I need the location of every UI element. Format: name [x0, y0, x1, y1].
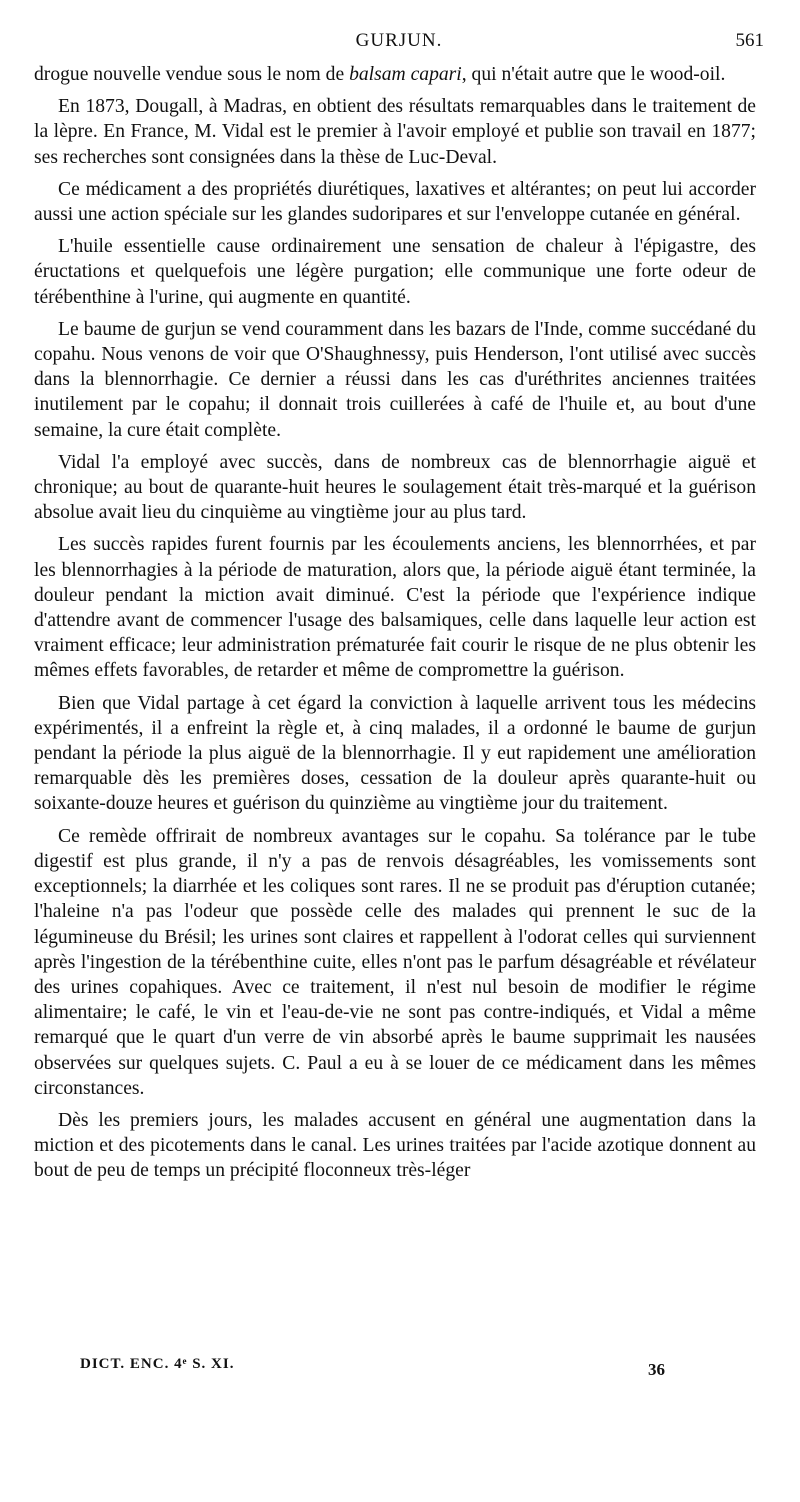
page-number: 561 [735, 30, 764, 51]
paragraph-5: Le baume de gurjun se vend couramment dans les bazars de l'Inde, comme succédané du copahu. Nous venons de voir que O'Shaughnessy, puis Henderson, l'ont utilisé avec succès dans la blennorrhagie. Ce dernier a réussi dans les cas d'uréthrites anciennes traitées inutilement par le copahu; il donnait trois cuillerées à café de l'huile et, au bout d'une semaine, la cure était complète. [34, 318, 756, 441]
paragraph-1 [34, 62, 756, 87]
paragraph-1-end: , qui n'était autre que le wood-oil. [461, 64, 726, 85]
signature-mark: DICT. ENC. 4ᵉ S. XI. [80, 1356, 235, 1372]
page-title: GURJUN. [355, 30, 443, 51]
body-text [34, 62, 756, 1191]
running-head [34, 30, 764, 60]
paragraph-10: Dès les premiers jours, les malades accusent en général une augmentation dans la miction et des picotements dans le canal. Les urines traitées par l'acide azotique donnent au bout de peu de temps un précipité floconneux très-léger [34, 1109, 756, 1182]
paragraph-4: L'huile essentielle cause ordinairement une sensation de chaleur à l'épigastre, des éructations et quelquefois une légère purgation; elle communique une forte odeur de térébenthine à l'urine, qui augmente en quantité. [34, 236, 756, 308]
paragraph-7: Les succès rapides furent fournis par les écoulements anciens, les blennorrhées, et par les blennorrhagies à la période de maturation, alors que, la période aiguë étant terminée, la douleur pendant la miction avait diminué. C'est la période que l'expérience indique d'attendre avant de commencer l'usage des balsamiques, celle dans laquelle leur action est vraiment efficace; leur administration prématurée fait courir le risque de ne plus obtenir les mêmes effets favorables, de retarder et même de compromettre la guérison. [34, 534, 756, 682]
paragraph-1-start: drogue nouvelle vendue sous le nom de [34, 64, 350, 85]
paragraph-3: Ce médicament a des propriétés diurétiques, laxatives et altérantes; on peut lui accorder aussi une action spéciale sur les glandes sudoripares et sur l'enveloppe cutanée en général. [34, 178, 756, 226]
paragraph-6: Vidal l'a employé avec succès, dans de nombreux cas de blennorrhagie aiguë et chronique; au bout de quarante-huit heures le soulagement était très-marqué et la guérison absolue avait lieu du cinquième au vingtième jour au plus tard. [34, 451, 756, 524]
balsam-capari-term: balsam capari [349, 64, 462, 85]
signature-number: 36 [648, 1360, 665, 1379]
paragraph-8: Bien que Vidal partage à cet égard la conviction à laquelle arrivent tous les médecins expérimentés, il a enfreint la règle et, à cinq malades, il a ordonné le baume de gurjun pendant la période la plus aiguë de la blennorrhagie. Il y eut rapidement une amélioration remarquable dès les premières doses, cessation de la douleur après quarante-huit ou soixante-douze heures et guérison du quinzième au vingtième jour du traitement. [34, 692, 756, 815]
paragraph-9: Ce remède offrirait de nombreux avantages sur le copahu. Sa tolérance par le tube digestif est plus grande, il n'y a pas de renvois désagréables, les vomissements sont exceptionnels; la diarrhée et les coliques sont rares. Il ne se produit pas d'éruption cutanée; l'haleine n'a pas l'odeur que possède celle des malades qui prennent le suc de la légumineuse du Brésil; les urines sont claires et rappellent à l'odorat celles qui surviennent après l'ingestion de la térébenthine cuite, elles n'ont pas le parfum désagréable et révélateur des urines copahiques. Avec ce traitement, il n'est nul besoin de modifier le régime alimentaire; le café, le vin et l'eau-de-vie ne sont pas contre-indiqués, et Vidal a même remarqué que le quart d'un verre de vin absorbé après le baume supprimait les nausées observées sur quelques sujets. C. Paul a eu à se louer de ce médicament dans les mêmes circonstances. [34, 825, 756, 1099]
paragraph-2: En 1873, Dougall, à Madras, en obtient des résultats remarquables dans le traitement de la lèpre. En France, M. Vidal est le premier à l'avoir employé et publie son travail en 1877; ses recherches sont consignées dans la thèse de Luc-Deval. [34, 96, 756, 168]
